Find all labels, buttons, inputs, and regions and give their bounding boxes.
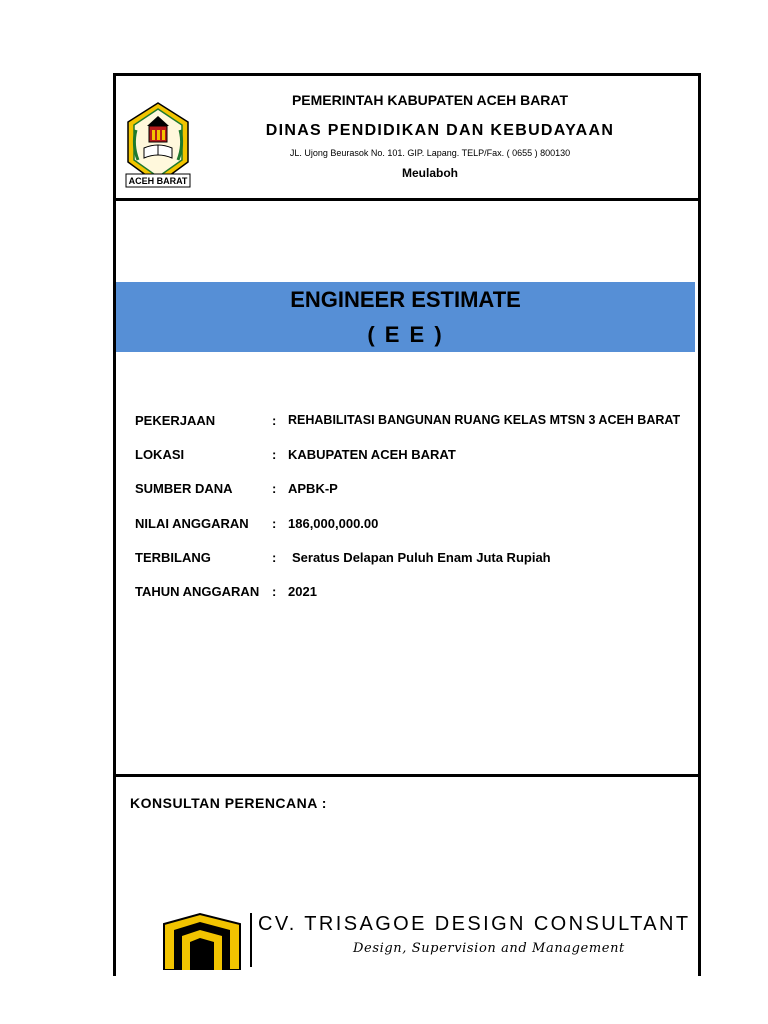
detail-label: TERBILANG (135, 550, 211, 565)
document-title: ENGINEER ESTIMATE (290, 287, 521, 312)
detail-label: NILAI ANGGARAN (135, 516, 249, 531)
consultant-name: CV. TRISAGOE DESIGN CONSULTANT (258, 913, 691, 935)
emblem-label: ACEH BARAT (128, 176, 188, 186)
detail-value: REHABILITASI BANGUNAN RUANG KELAS MTSN 3 ACEH BARAT (288, 413, 681, 427)
detail-label: PEKERJAAN (135, 413, 216, 428)
detail-value: 186,000,000.00 (288, 516, 379, 531)
detail-colon: : (272, 516, 277, 531)
detail-colon: : (272, 481, 277, 496)
detail-value: Seratus Delapan Puluh Enam Juta Rupiah (292, 550, 551, 565)
consultant-heading: KONSULTAN PERENCANA : (130, 795, 327, 811)
detail-label: SUMBER DANA (135, 481, 233, 496)
detail-label: LOKASI (135, 447, 185, 462)
agency-city: Meulaboh (402, 166, 458, 180)
agency-name: DINAS PENDIDIKAN DAN KEBUDAYAAN (265, 122, 615, 139)
detail-colon: : (272, 447, 277, 462)
detail-value: 2021 (288, 584, 317, 599)
consultant-divider (113, 774, 698, 777)
consultant-tagline: Design, Supervision and Management (353, 941, 625, 956)
aceh-barat-emblem (122, 100, 194, 190)
agency-address: JL. Ujong Beurasok No. 101. GIP. Lapang. TELP/Fax. ( 0655 ) 800130 (289, 148, 571, 158)
detail-value: KABUPATEN ACEH BARAT (288, 447, 456, 462)
detail-colon: : (272, 413, 277, 428)
detail-label: TAHUN ANGGARAN (135, 584, 260, 599)
government-name: PEMERINTAH KABUPATEN ACEH BARAT (291, 92, 569, 108)
detail-colon: : (272, 550, 277, 565)
detail-colon: : (272, 584, 277, 599)
header-divider (113, 198, 698, 201)
consultant-logo-icon (160, 910, 244, 970)
document-title-abbr: ( E E ) (367, 322, 444, 347)
consultant-logo-separator (250, 913, 252, 967)
detail-value: APBK-P (288, 481, 338, 496)
